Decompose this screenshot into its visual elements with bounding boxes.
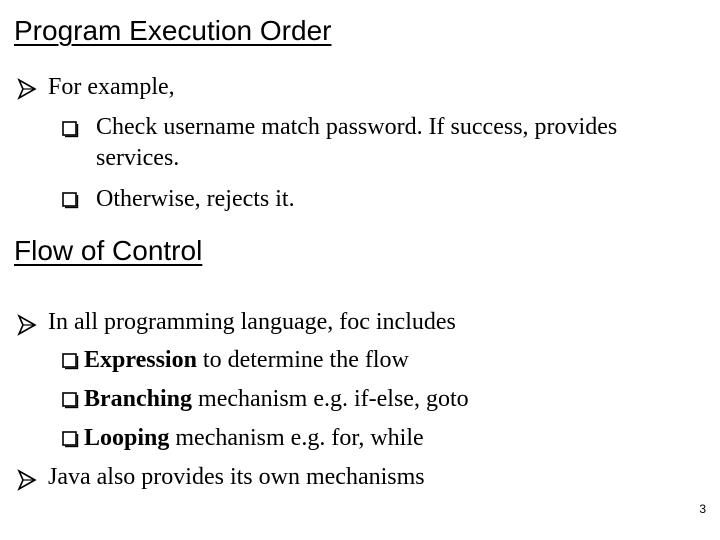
sub-item-looping xyxy=(84,425,424,452)
arrow-bullet-icon xyxy=(16,469,38,491)
checkbox-bullet-icon xyxy=(62,392,79,409)
term-branching-description: mechanism e.g. if-else, goto xyxy=(192,386,469,412)
checkbox-bullet-icon xyxy=(62,353,79,370)
sub-item-check-username-continued: services. xyxy=(96,145,180,171)
sub-item-otherwise-rejects: Otherwise, rejects it. xyxy=(96,186,295,212)
bullet-for-example: For example, xyxy=(48,74,175,100)
page-number: 3 xyxy=(699,502,706,516)
section-title-flow-of-control: Flow of Control xyxy=(14,235,203,266)
sub-item-expression xyxy=(84,347,409,374)
arrow-bullet-icon xyxy=(16,314,38,336)
checkbox-bullet-icon xyxy=(62,431,79,448)
term-expression: Expression xyxy=(84,347,197,373)
sub-item-check-username: Check username match password. If success, provides xyxy=(96,114,618,140)
section-title-program-execution-order: Program Execution Order xyxy=(14,15,332,46)
bullet-java-mechanisms: Java also provides its own mechanisms xyxy=(48,464,425,490)
term-looping: Looping xyxy=(84,425,170,451)
term-branching: Branching xyxy=(84,386,193,412)
checkbox-bullet-icon xyxy=(62,121,79,138)
term-expression-description: to determine the flow xyxy=(196,347,409,373)
term-looping-description: mechanism e.g. for, while xyxy=(169,425,424,451)
arrow-bullet-icon xyxy=(16,78,38,100)
checkbox-bullet-icon xyxy=(62,192,79,209)
bullet-foc-includes: In all programming language, foc includes xyxy=(48,309,456,335)
sub-item-branching xyxy=(84,386,469,413)
